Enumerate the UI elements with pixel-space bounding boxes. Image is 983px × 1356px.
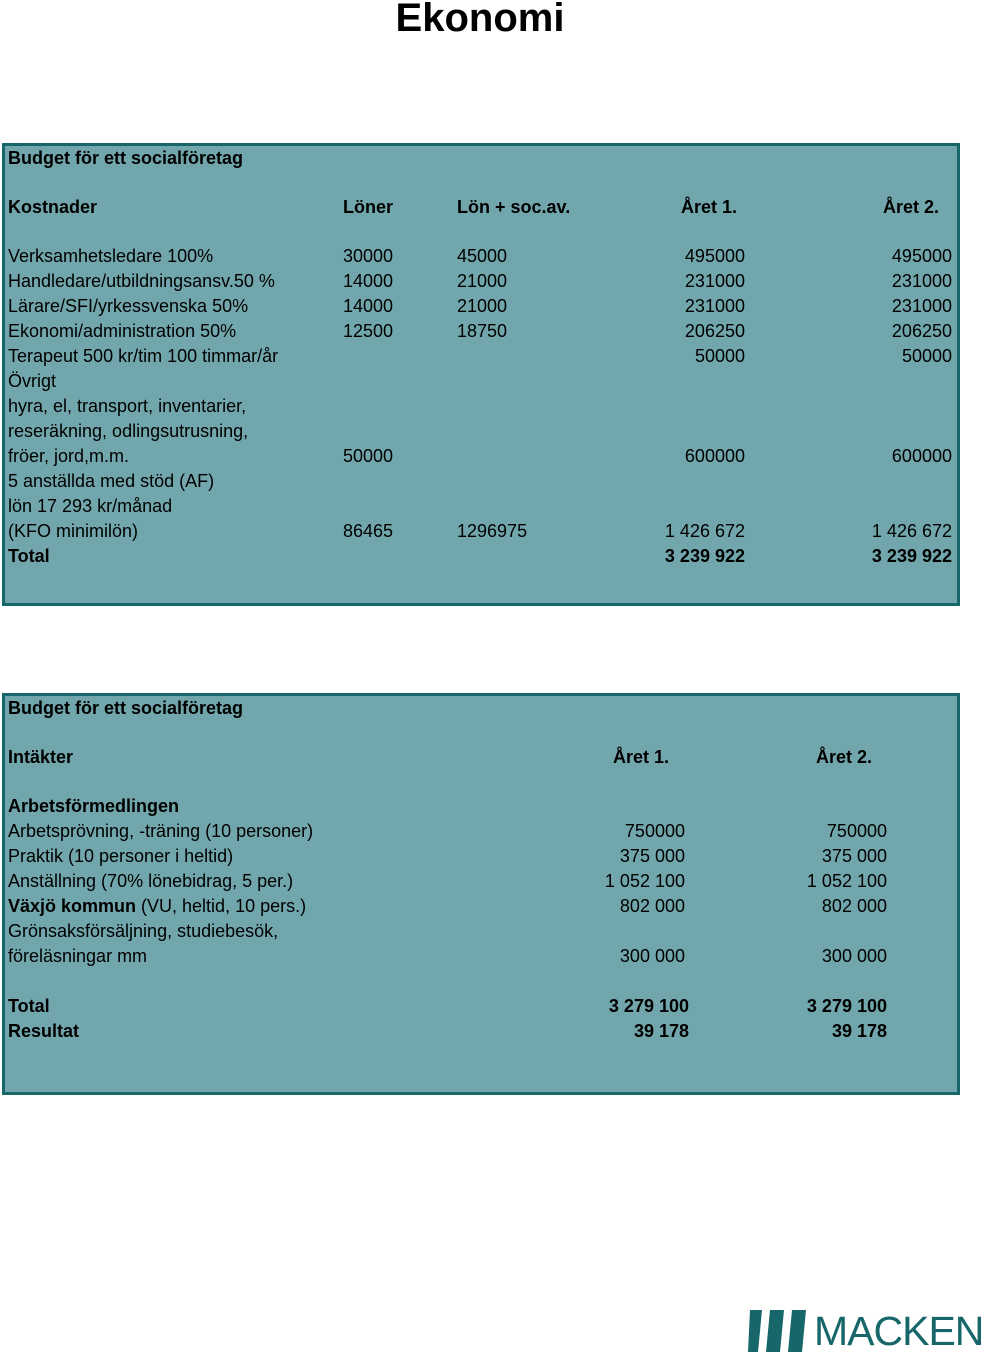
total-aret-1: 3 279 100 <box>608 996 689 1016</box>
cell-aret-1: 750000 <box>624 821 685 841</box>
income-result-row <box>5 1019 957 1044</box>
row-label: fröer, jord,m.m. <box>8 446 130 466</box>
total-label: Total <box>8 546 50 566</box>
total-aret-2: 3 239 922 <box>871 546 952 566</box>
cell-aret-2: 206250 <box>891 321 952 341</box>
col-header-aret-2: Året 2. <box>883 197 940 217</box>
table-row <box>5 269 957 294</box>
income-heading: Budget för ett socialföretag <box>8 698 244 718</box>
col-header-aret-1: Året 1. <box>613 747 670 767</box>
table-row <box>5 919 957 944</box>
macken-logo-mark <box>748 1308 808 1354</box>
page-title: Ekonomi <box>395 0 565 40</box>
income-heading-row <box>5 696 957 721</box>
cell-aret-2: 1 426 672 <box>871 521 952 541</box>
cell-aret-2: 495000 <box>891 246 952 266</box>
table-row <box>5 394 957 419</box>
cell-aret-1: 375 000 <box>619 846 685 866</box>
cell-lon-soc: 21000 <box>457 271 508 291</box>
row-label: Arbetsprövning, -träning (10 personer) <box>8 821 314 841</box>
row-label: reseräkning, odlingsutrusning, <box>8 421 249 441</box>
cell-aret-2: 231000 <box>891 296 952 316</box>
col-header-lon-soc: Lön + soc.av. <box>457 197 571 217</box>
cell-aret-1: 802 000 <box>619 896 685 916</box>
income-budget-table <box>2 693 960 1095</box>
cell-aret-1: 300 000 <box>619 946 685 966</box>
row-label: Anställning (70% lönebidrag, 5 per.) <box>8 871 294 891</box>
result-aret-2: 39 178 <box>831 1021 887 1041</box>
costs-total-row <box>5 544 957 569</box>
cell-lon-soc: 45000 <box>457 246 508 266</box>
cell-aret-1: 495000 <box>684 246 745 266</box>
row-label-rest: (VU, heltid, 10 pers.) <box>136 896 307 916</box>
cell-aret-1: 600000 <box>684 446 745 466</box>
income-total-row <box>5 994 957 1019</box>
row-label: föreläsningar mm <box>8 946 148 966</box>
cell-aret-1: 231000 <box>684 271 745 291</box>
cell-aret-2: 802 000 <box>821 896 887 916</box>
col-header-kostnader: Kostnader <box>8 197 98 217</box>
table-row <box>5 369 957 394</box>
cell-aret-2: 1 052 100 <box>806 871 887 891</box>
table-row <box>5 894 957 919</box>
costs-heading: Budget för ett socialföretag <box>8 148 244 168</box>
table-row <box>5 244 957 269</box>
cell-lon-soc: 18750 <box>457 321 508 341</box>
table-row <box>5 444 957 469</box>
cell-aret-2: 600000 <box>891 446 952 466</box>
row-label: Grönsaksförsäljning, studiebesök, <box>8 921 279 941</box>
table-row <box>5 469 957 494</box>
row-label: lön 17 293 kr/månad <box>8 496 173 516</box>
cell-loner: 30000 <box>343 246 394 266</box>
costs-header-row <box>5 195 957 220</box>
income-section-row <box>5 794 957 819</box>
result-label: Resultat <box>8 1021 80 1041</box>
table-row <box>5 294 957 319</box>
income-header-row <box>5 745 957 770</box>
col-header-aret-1: Året 1. <box>681 197 738 217</box>
macken-logo-text: MACKEN <box>814 1308 983 1354</box>
col-header-loner: Löner <box>343 197 394 217</box>
table-row <box>5 869 957 894</box>
table-row <box>5 944 957 969</box>
cell-aret-2: 375 000 <box>821 846 887 866</box>
row-label <box>8 894 306 919</box>
table-row <box>5 419 957 444</box>
row-label: Övrigt <box>8 371 57 391</box>
costs-heading-row <box>5 146 957 171</box>
cell-lon-soc: 1296975 <box>457 521 528 541</box>
col-header-aret-2: Året 2. <box>816 747 873 767</box>
section-arbetsformedlingen: Arbetsförmedlingen <box>8 796 180 816</box>
cell-aret-2: 750000 <box>826 821 887 841</box>
cell-aret-2: 50000 <box>901 346 952 366</box>
cell-loner: 86465 <box>343 521 394 541</box>
row-label: (KFO minimilön) <box>8 521 139 541</box>
row-label: Praktik (10 personer i heltid) <box>8 846 234 866</box>
row-label: Verksamhetsledare 100% <box>8 246 214 266</box>
table-row <box>5 494 957 519</box>
cell-aret-2: 300 000 <box>821 946 887 966</box>
total-aret-2: 3 279 100 <box>806 996 887 1016</box>
cell-aret-1: 1 052 100 <box>604 871 685 891</box>
total-label: Total <box>8 996 50 1016</box>
table-row <box>5 844 957 869</box>
cell-aret-1: 1 426 672 <box>664 521 745 541</box>
cell-loner: 12500 <box>343 321 394 341</box>
cell-loner: 50000 <box>343 446 394 466</box>
col-header-intakter: Intäkter <box>8 747 74 767</box>
table-row <box>5 344 957 369</box>
table-row <box>5 519 957 544</box>
cell-loner: 14000 <box>343 296 394 316</box>
cell-aret-1: 50000 <box>694 346 745 366</box>
row-label-bold: Växjö kommun <box>8 896 137 916</box>
row-label: Handledare/utbildningsansv.50 % <box>8 271 275 291</box>
row-label: hyra, el, transport, inventarier, <box>8 396 247 416</box>
cell-lon-soc: 21000 <box>457 296 508 316</box>
cell-loner: 14000 <box>343 271 394 291</box>
table-row <box>5 819 957 844</box>
cell-aret-1: 231000 <box>684 296 745 316</box>
costs-budget-table <box>2 143 960 606</box>
macken-logo <box>748 1308 983 1354</box>
table-row <box>5 319 957 344</box>
row-label: Ekonomi/administration 50% <box>8 321 237 341</box>
result-aret-1: 39 178 <box>633 1021 689 1041</box>
row-label: Lärare/SFI/yrkessvenska 50% <box>8 296 249 316</box>
cell-aret-1: 206250 <box>684 321 745 341</box>
row-label: 5 anställda med stöd (AF) <box>8 471 215 491</box>
row-label: Terapeut 500 kr/tim 100 timmar/år <box>8 346 279 366</box>
total-aret-1: 3 239 922 <box>664 546 745 566</box>
cell-aret-2: 231000 <box>891 271 952 291</box>
